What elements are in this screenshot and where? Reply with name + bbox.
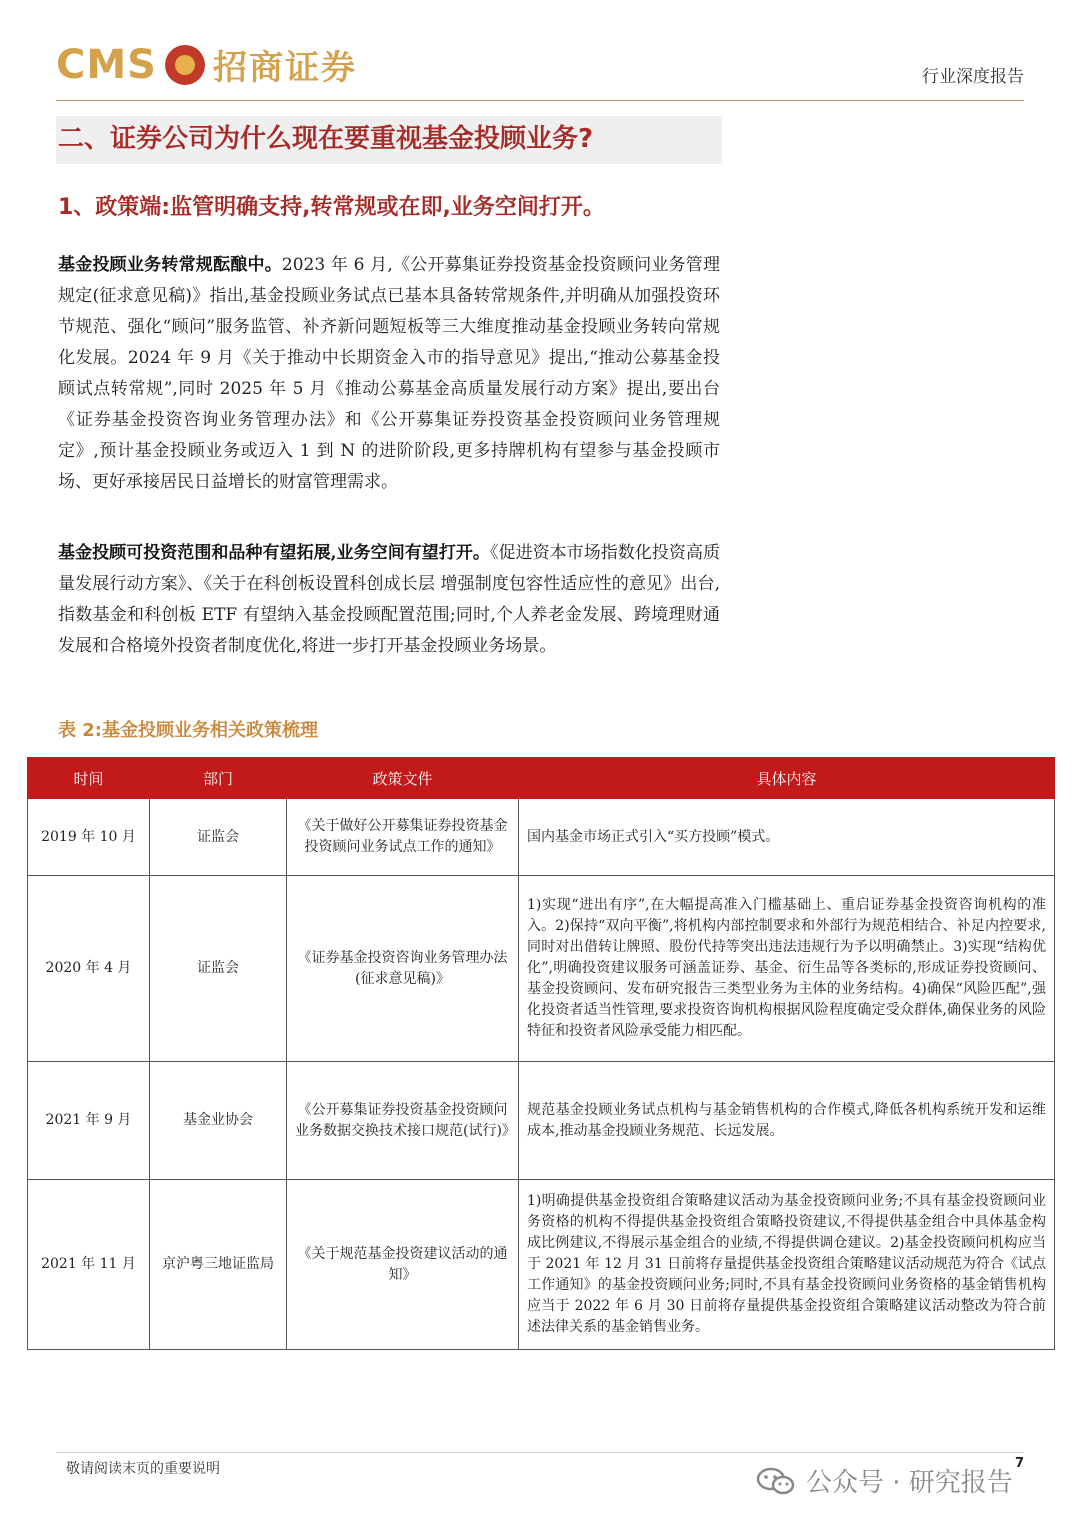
logo-cn-text: 招商证券 (212, 48, 357, 88)
cms-logo (56, 40, 357, 89)
footer-note: 敬请阅读末页的重要说明 (66, 1461, 220, 1477)
cell-doc: 《关于规范基金投资建议活动的通知》 (287, 1180, 519, 1350)
cell-content: 1)实现“进出有序”,在大幅提高准入门槛基础上、重启证券基金投资咨询机构的准入。2)保持“双向平衡”,将机构内部控制要求和外部行为规范相结合、补足内控要求,同时对出借转让牌照、股份代持等突出违法违规行为予以明确禁止。3)实现“结构优化”,明确投资建议服务可涵盖证券、基金、衍生品等各类标的,形成证券投资顾问、基金投资顾问、发布研究报告三类型业务为主体的业务结构。4)确保“风险匹配”,强化投资者适当性管理,要求投资咨询机构根据风险程度确定受众群体,确保业务的风险特征和投资者风险承受能力相匹配。 (519, 876, 1055, 1062)
table-row (28, 799, 1055, 876)
policy-table (27, 757, 1055, 1350)
cell-doc: 《证券基金投资咨询业务管理办法(征求意见稿)》 (287, 876, 519, 1062)
cell-dept: 京沪粤三地证监局 (150, 1180, 287, 1350)
page-header (56, 38, 1024, 100)
cell-time: 2021 年 9 月 (28, 1062, 150, 1180)
table-row (28, 1062, 1055, 1180)
paragraph-1-text: 2023 年 6 月,《公开募集证券投资基金投资顾问业务管理规定(征求意见稿)》指出,基金投顾业务试点已基本具备转常规条件,并明确从加强投资环节规范、强化“顾问”服务监管、补齐新问题短板等三大维度推动基金投顾业务转向常规化发展。2024 年 9 月《关于推动中长期资金入市的指导意见》提出,“推动公募基金投顾试点转常规”,同时 2025 年 5 月《推动公募基金高质量发展行动方案》提出,要出台《证券基金投资咨询业务管理办法》和《公开募集证券投资基金投资顾问业务管理规定》,预计基金投顾业务或迈入 1 到 N 的进阶阶段,更多持牌机构有望参与基金投顾市场、更好承接居民日益增长的财富管理需求。 (58, 255, 720, 492)
cell-dept: 证监会 (150, 799, 287, 876)
table-header-row (28, 758, 1055, 799)
logo-cms-text: CMS (56, 41, 157, 88)
header-doc: 政策文件 (287, 758, 519, 799)
cell-dept: 基金业协会 (150, 1062, 287, 1180)
table-row (28, 1180, 1055, 1350)
header-dept: 部门 (150, 758, 287, 799)
cell-time: 2019 年 10 月 (28, 799, 150, 876)
wechat-icon (756, 1466, 796, 1496)
paragraph-1 (58, 250, 720, 498)
cell-time: 2021 年 11 月 (28, 1180, 150, 1350)
logo-emblem-icon (165, 45, 205, 85)
header-divider (56, 100, 1024, 101)
paragraph-1-lead: 基金投顾业务转常规酝酿中。 (58, 255, 282, 275)
cell-doc: 《公开募集证券投资基金投资顾问业务数据交换技术接口规范(试行)》 (287, 1062, 519, 1180)
page-number: 7 (1015, 1456, 1025, 1471)
header-content: 具体内容 (519, 758, 1055, 799)
subsection-title: 1、政策端:监管明确支持,转常规或在即,业务空间打开。 (58, 195, 605, 220)
cell-content: 1)明确提供基金投资组合策略建议活动为基金投资顾问业务;不具有基金投资顾问业务资格的机构不得提供基金投资组合策略投资建议,不得提供基金组合中具体基金构成比例建议,不得展示基金组合的业绩,不得提供调仓建议。2)基金投资顾问机构应当于 2021 年 12 月 31 日前将存量提供基金投资组合策略建议活动规范为符合《试点工作通知》的基金投资顾问业务;同时,不具有基金投资顾问业务资格的基金销售机构应当于 2022 年 6 月 30 日前将存量提供基金投资组合策略建议活动整改为符合前述法律关系的基金销售业务。 (519, 1180, 1055, 1350)
table-row (28, 876, 1055, 1062)
report-type: 行业深度报告 (922, 67, 1024, 87)
cell-content: 国内基金市场正式引入“买方投顾”模式。 (519, 799, 1055, 876)
section-title: 二、证券公司为什么现在要重视基金投顾业务? (58, 124, 594, 154)
paragraph-2 (58, 538, 720, 662)
cell-doc: 《关于做好公开募集证券投资基金投资顾问业务试点工作的通知》 (287, 799, 519, 876)
cell-content: 规范基金投顾业务试点机构与基金销售机构的合作模式,降低各机构系统开发和运维成本,推动基金投顾业务规范、长远发展。 (519, 1062, 1055, 1180)
cell-dept: 证监会 (150, 876, 287, 1062)
cell-time: 2020 年 4 月 (28, 876, 150, 1062)
paragraph-2-text: 《促进资本市场指数化投资高质量发展行动方案》、《关于在科创板设置科创成长层 增强制度包容性适应性的意见》出台,指数基金和科创板 ETF 有望纳入基金投顾配置范围;同时,个人养老金发展、跨境理财通发展和合格境外投资者制度优化,将进一步打开基金投顾业务场景。 (58, 543, 721, 656)
watermark (756, 1462, 1013, 1499)
watermark-text: 公众号 · 研究报告 (806, 1468, 1013, 1498)
table-caption: 表 2:基金投顾业务相关政策梳理 (58, 720, 318, 741)
header-time: 时间 (28, 758, 150, 799)
paragraph-2-lead: 基金投顾可投资范围和品种有望拓展,业务空间有望打开。 (58, 543, 490, 563)
footer-divider (56, 1452, 1024, 1453)
